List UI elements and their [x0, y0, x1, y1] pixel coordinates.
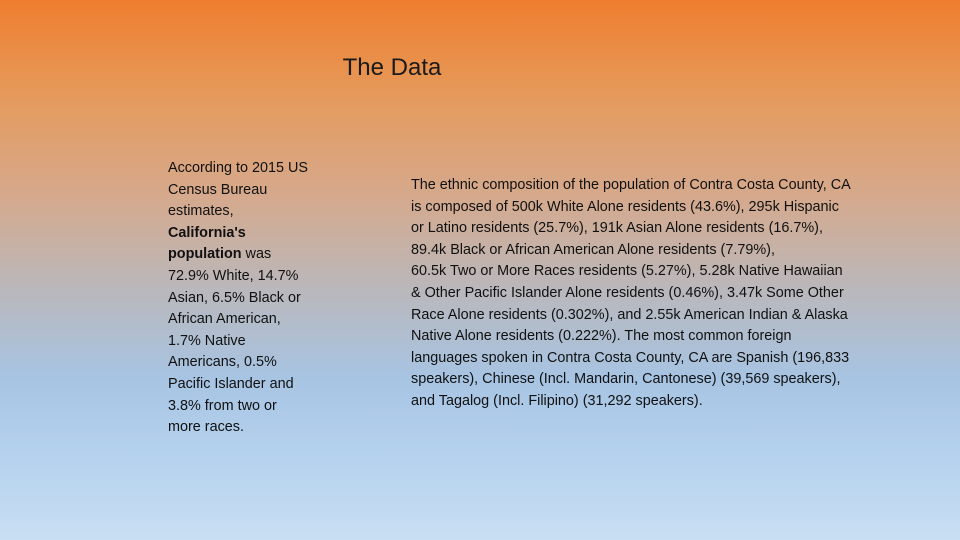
california-census-text — [168, 158, 313, 439]
contra-costa-text — [411, 175, 851, 413]
census-bold-phrase: California's population — [168, 224, 246, 263]
ethnic-composition-paragraph: The ethnic composition of the population of Contra Costa County, CA is composed of 500k White Alone residents (43.6%), 295k Hispanic or Latino residents (25.7%), 191k Asian Alone residents (16.7%), 89.4k Black or African American Alone residents (7.79%), — [411, 177, 850, 258]
census-rest-text: was 72.9% White, 14.7% Asian, 6.5% Black or African American, 1.7% Native Americans, 0.5% Pacific Islander and 3.8% from two or more races. — [168, 246, 301, 436]
slide-title: The Data — [342, 54, 442, 81]
census-intro-text: According to 2015 US Census Bureau estimates, — [168, 160, 308, 220]
races-and-languages-paragraph: 60.5k Two or More Races residents (5.27%), 5.28k Native Hawaiian & Other Pacific Islander Alone residents (0.46%), 3.47k Some Other Race Alone residents (0.302%), and 2.55k American Indian & Alaska Native Alone residents (0.222%). The most common foreign languages spoken in Contra Costa County, CA are Spanish (196,833 speakers), Chinese (Incl. Mandarin, Cantonese) (39,569 speakers), and Tagalog (Incl. Filipino) (31,292 speakers). — [411, 263, 850, 409]
